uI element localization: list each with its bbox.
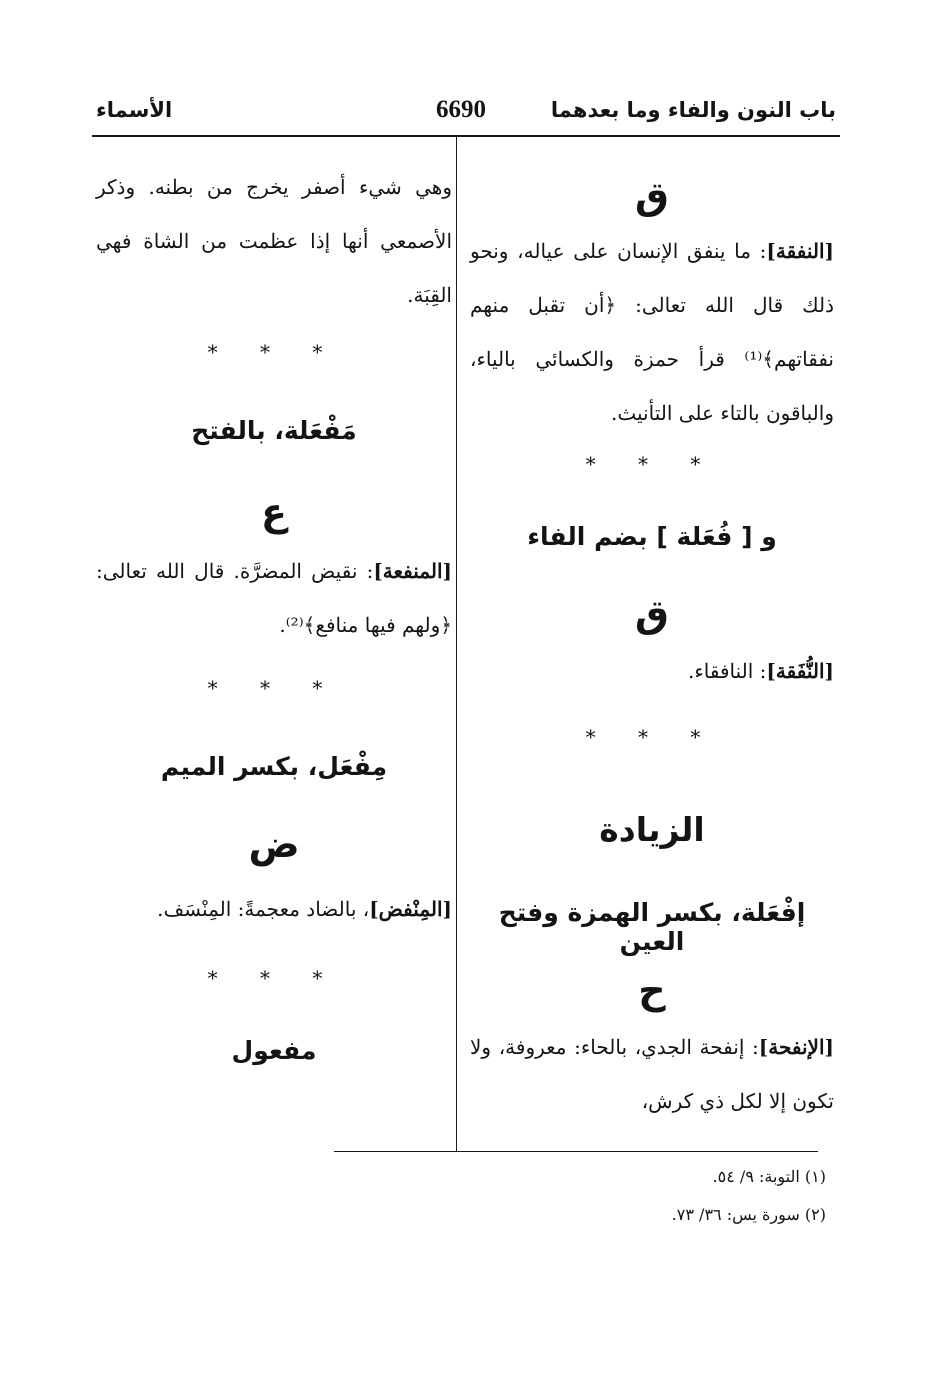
header-rule — [92, 135, 840, 137]
letter-heading: ق — [635, 592, 669, 636]
letter-heading: ح — [638, 968, 666, 1012]
column-divider — [456, 137, 457, 1152]
entry-text: : إنفحة الجدي، بالحاء: معروفة، ولا تكون إلا لكل ذي كرش، — [470, 1035, 834, 1113]
separator-stars: * * * — [207, 966, 341, 990]
entry-term: [المنفعة] — [373, 559, 452, 583]
chapter-title: باب النون والفاء وما بعدهما — [550, 98, 836, 122]
entry-nufaqa — [470, 644, 834, 698]
separator-stars: * * * — [585, 452, 719, 476]
page-header — [96, 98, 836, 134]
entry-minfad — [96, 882, 452, 936]
footnote-1: (١) التوبة: ٩/ ٥٤. — [712, 1167, 826, 1186]
entry-infaha — [470, 1020, 834, 1128]
entry-text: : نقيض المضرَّة. قال الله تعالى: ﴿ولهم فيها منافع﴾⁽²⁾. — [96, 559, 452, 637]
separator-stars: * * * — [207, 340, 341, 364]
pattern-heading: و [ فُعَلة ] بضم الفاء — [527, 522, 777, 551]
pattern-heading: مفعول — [231, 1036, 317, 1065]
separator-stars: * * * — [207, 676, 341, 700]
entry-term: [النُّفَقة] — [766, 659, 834, 683]
entry-term: [الإنفحة] — [758, 1035, 834, 1059]
letter-heading: ع — [261, 490, 287, 534]
pattern-heading: إفْعَلة، بكسر الهمزة وفتح العين — [498, 898, 806, 956]
entry-term: [المِنْفض] — [369, 897, 452, 921]
entry-nafaqa — [470, 224, 834, 440]
page-number: 6690 — [436, 96, 486, 123]
footnote-rule — [334, 1151, 818, 1152]
entry-text: : النافقاء. — [688, 659, 767, 683]
pattern-heading: مَفْعَلة، بالفتح — [191, 416, 357, 445]
section-heading: الزيادة — [599, 810, 705, 849]
entry-text: : ما ينفق الإنسان على عياله، ونحو ذلك قال الله تعالى: ﴿أن تقبل منهم نفقاتهم﴾⁽¹⁾ قرأ حمزة والكسائي بالياء، والباقون بالتاء على التأنيث. — [470, 239, 834, 425]
entry-term: [النفقة] — [766, 239, 834, 263]
footnote-2: (٢) سورة يس: ٣٦/ ٧٣. — [671, 1205, 826, 1224]
letter-heading: ض — [248, 822, 300, 866]
separator-stars: * * * — [585, 725, 719, 749]
entry-text: ، بالضاد معجمةً: المِنْسَف. — [157, 897, 370, 921]
section-title: الأسماء — [96, 98, 173, 122]
letter-heading: ق — [635, 174, 669, 218]
entry-continuation: وهي شيء أصفر يخرج من بطنه. وذكر الأصمعي أنها إذا عظمت من الشاة فهي القِبَة. — [96, 175, 452, 307]
pattern-heading: مِفْعَل، بكسر الميم — [160, 752, 388, 781]
entry-manfaa — [96, 544, 452, 652]
